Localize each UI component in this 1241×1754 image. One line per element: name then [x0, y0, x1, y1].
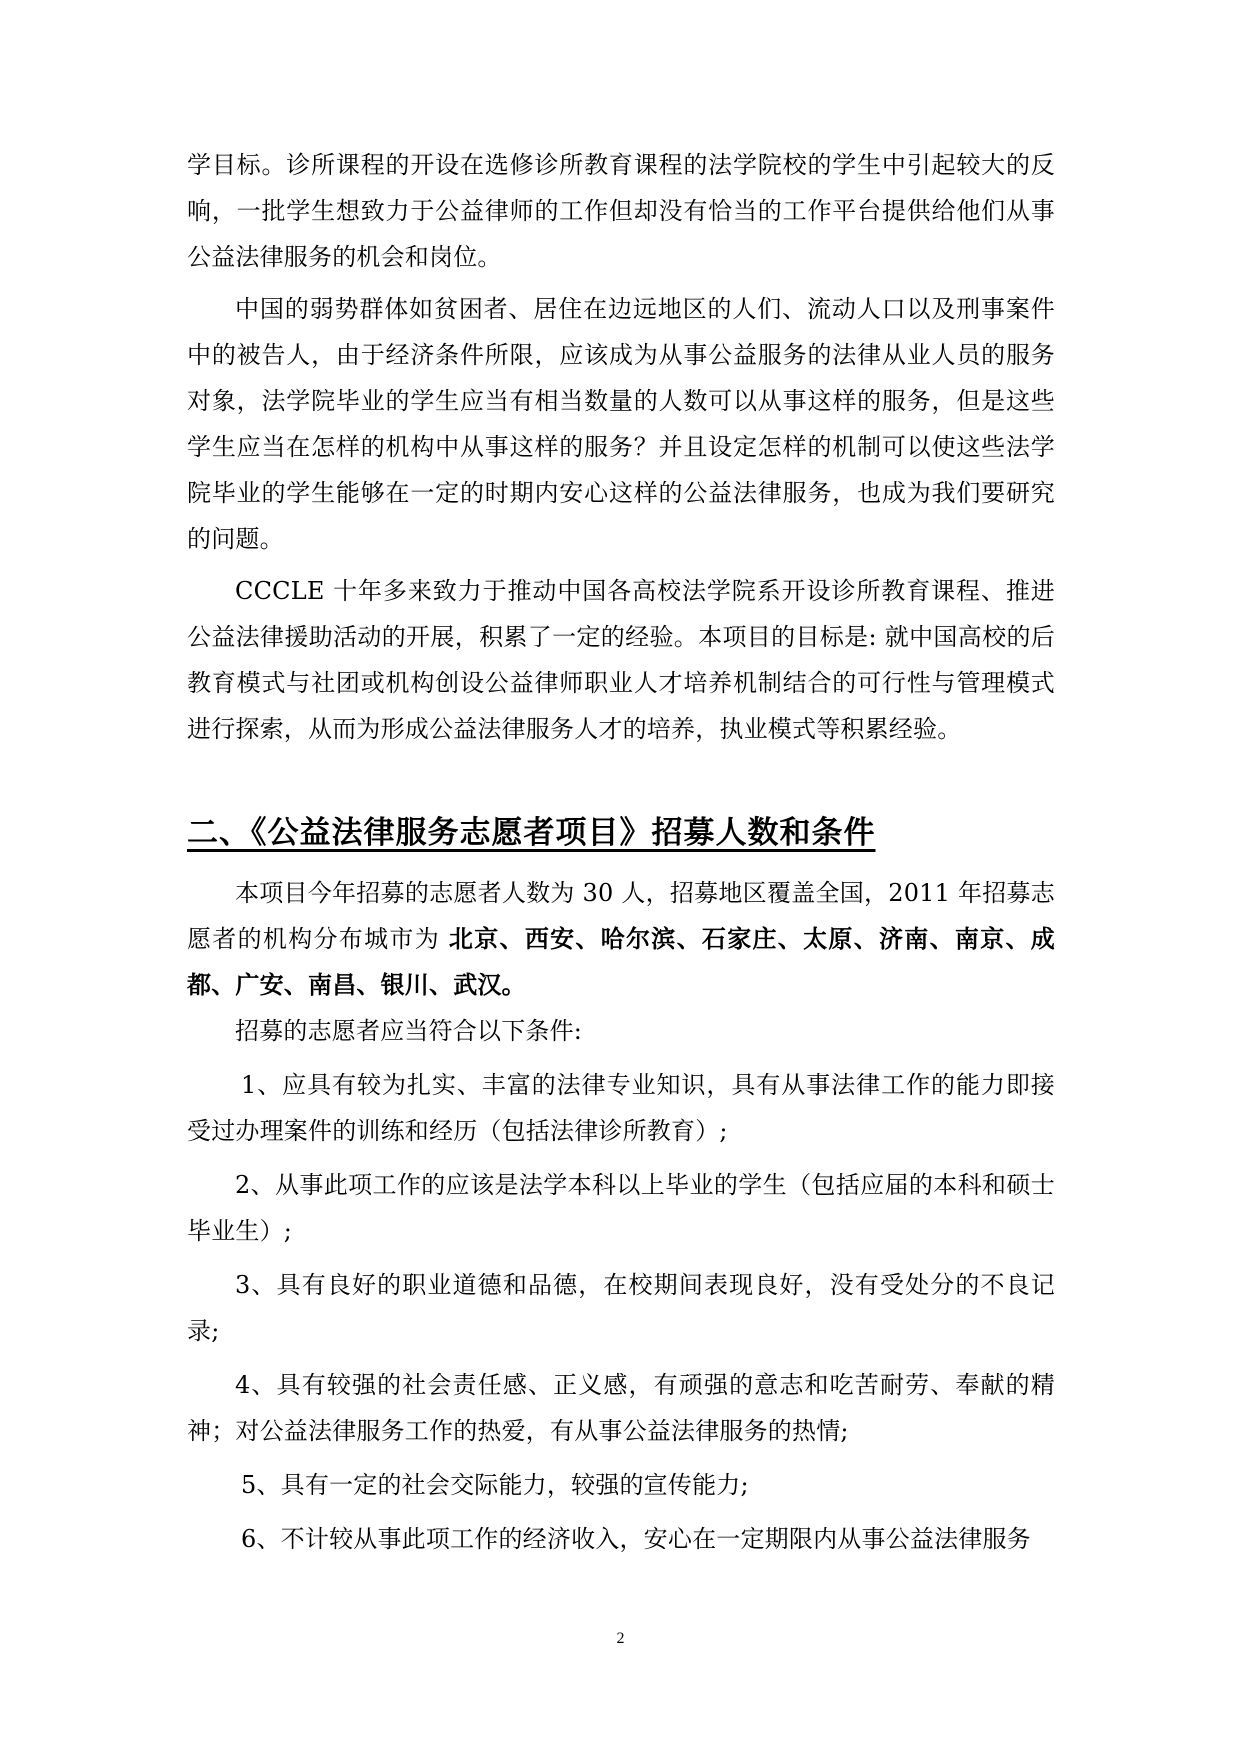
condition-item: 4、具有较强的社会责任感、正义感，有顽强的意志和吃苦耐劳、奉献的精神；对公益法律服务工作的热爱，有从事公益法律服务的热情;: [187, 1371, 1055, 1445]
condition-item: 1、应具有较为扎实、丰富的法律专业知识，具有从事法律工作的能力即接受过办理案件的训练和经历（包括法律诊所教育）;: [187, 1071, 1055, 1145]
condition-item: 2、从事此项工作的应该是法学本科以上毕业的学生（包括应届的本科和硕士毕业生）;: [187, 1171, 1055, 1245]
document-body: [187, 142, 1055, 1562]
section-intro-paragraph: [187, 870, 1055, 1008]
city-list: 北京、西安、哈尔滨、石家庄、太原、济南、南京、成都、广安、南昌、银川、武汉。: [187, 925, 1055, 999]
paragraph: 学目标。诊所课程的开设在选修诊所教育课程的法学院校的学生中引起较大的反响，一批学生想致力于公益律师的工作但却没有恰当的工作平台提供给他们从事公益法律服务的机会和岗位。: [187, 151, 1055, 271]
paragraph: CCCLE 十年多来致力于推动中国各高校法学院系开设诊所教育课程、推进公益法律援助活动的开展，积累了一定的经验。本项目的目标是: 就中国高校的后教育模式与社团或机构创设公益律师职业人才培养机制结合的可行性与管理模式进行探索，从而为形成公益法律服务人才的培养，执业模式等积累经验。: [187, 577, 1055, 743]
conditions-intro: 招募的志愿者应当符合以下条件:: [235, 1017, 583, 1045]
condition-item: 5、具有一定的社会交际能力，较强的宣传能力;: [241, 1471, 749, 1499]
condition-item: 6、不计较从事此项工作的经济收入，安心在一定期限内从事公益法律服务: [241, 1525, 1031, 1553]
page-number: 2: [616, 1630, 625, 1647]
paragraph: 中国的弱势群体如贫困者、居住在边远地区的人们、流动人口以及刑事案件中的被告人，由于经济条件所限，应该成为从事公益服务的法律从业人员的服务对象，法学院毕业的学生应当有相当数量的人数可以从事这样的服务，但是这些学生应当在怎样的机构中从事这样的服务？并且设定怎样的机制可以使这些法学院毕业的学生能够在一定的时期内安心这样的公益法律服务，也成为我们要研究的问题。: [187, 295, 1055, 553]
condition-item: 3、具有良好的职业道德和品德，在校期间表现良好，没有受处分的不良记录;: [187, 1271, 1055, 1345]
intro-text: 本项目今年招募的志愿者人数为 30 人，招募地区覆盖全国，2011 年招募志愿者的机构分布城市为: [187, 879, 1055, 953]
section-heading: 二、《公益法律服务志愿者项目》招募人数和条件: [187, 815, 876, 851]
